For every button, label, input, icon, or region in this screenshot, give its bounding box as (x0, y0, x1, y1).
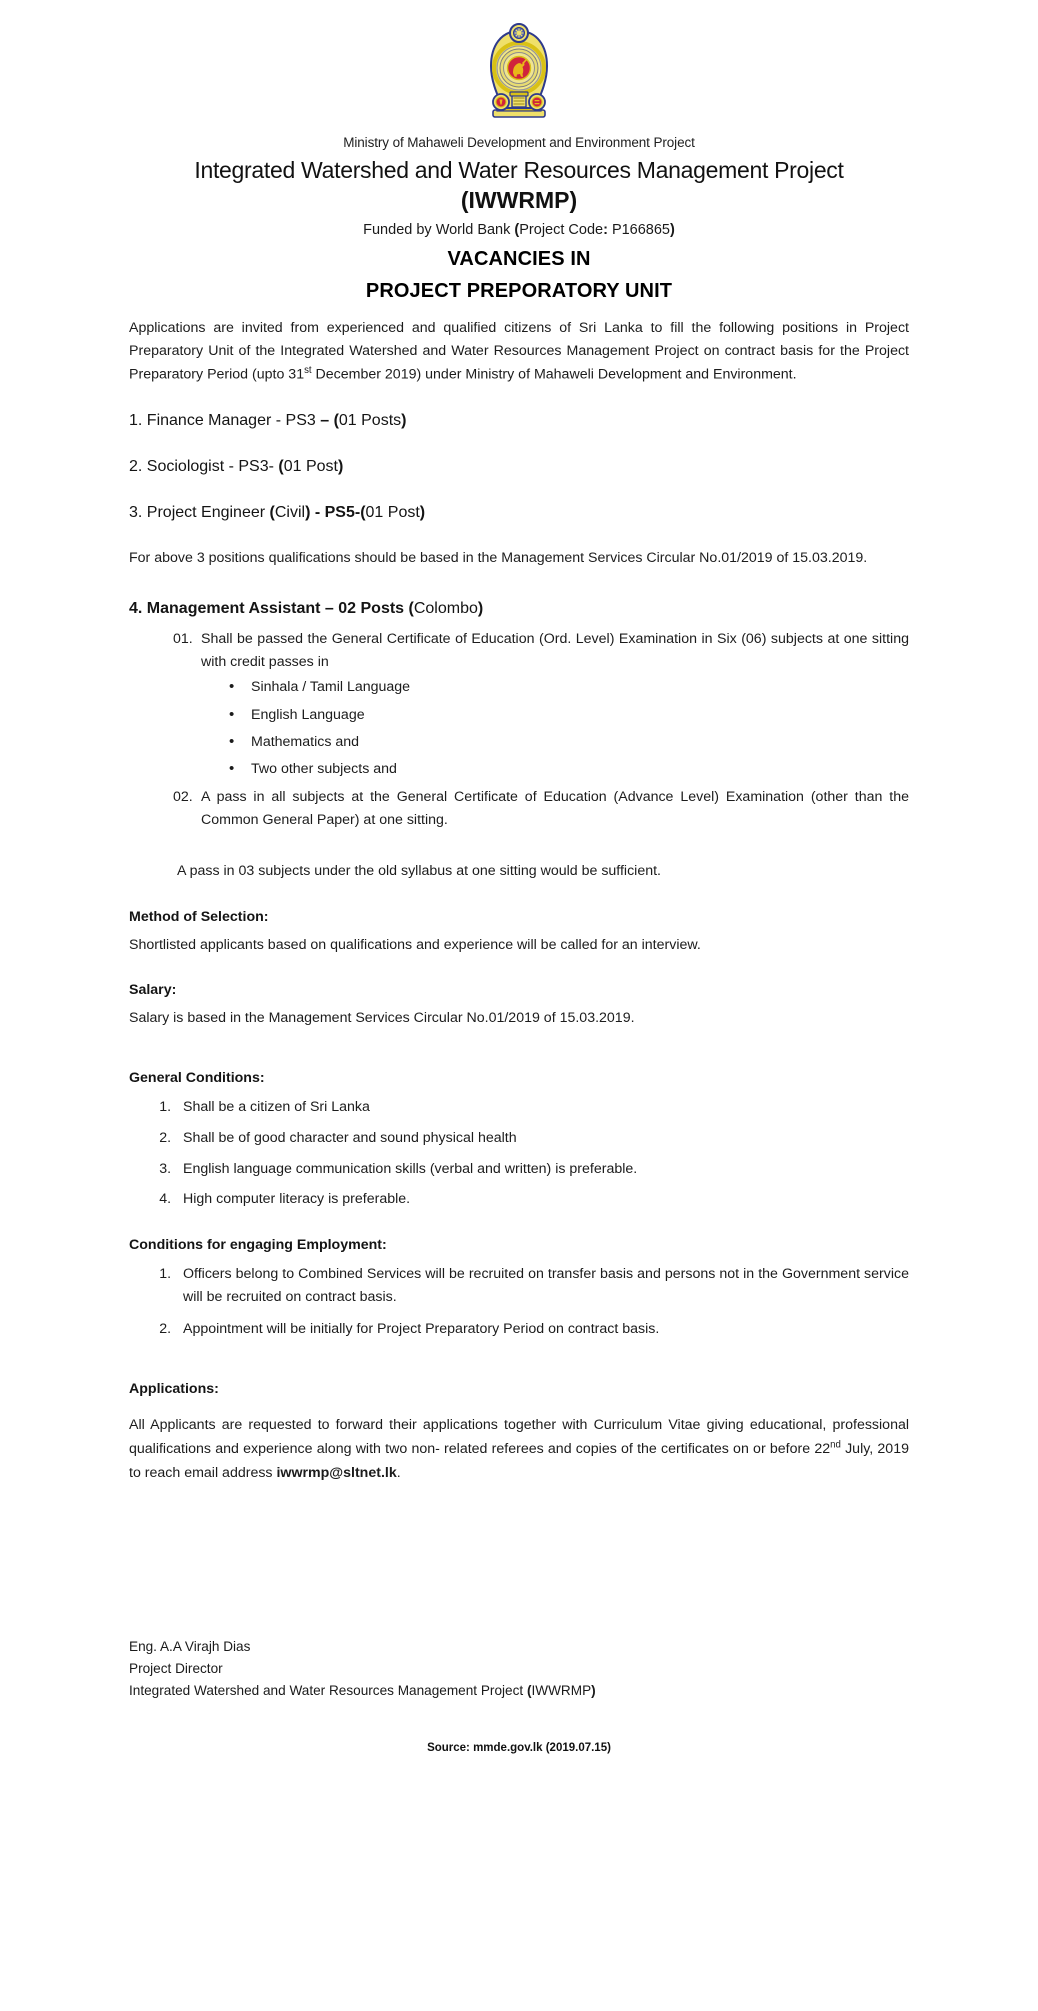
abbr-paren-open: ( (460, 187, 469, 214)
project-code-colon: : (603, 222, 612, 239)
method-of-selection-label: Method of Selection: (129, 908, 269, 925)
salary-label: Salary: (129, 982, 177, 999)
qualification-02-text: A pass in all subjects at the General Certificate of Education (Advance Level) Examination (other than the Common General Paper) at one sitting. (201, 788, 909, 828)
position-3-civil-paren-close: ) (305, 504, 311, 522)
position-2-title: Sociologist - PS3- (142, 458, 279, 476)
funding-line (129, 222, 909, 238)
general-condition-item: 2. Shall be of good character and sound physical health (175, 1127, 909, 1150)
general-condition-item: 1. Shall be a citizen of Sri Lanka (175, 1096, 909, 1119)
position-3-paren-open: ( (360, 504, 366, 522)
qualification-item-01 (129, 628, 909, 674)
project-code-value: P166865 (611, 222, 670, 239)
general-condition-item: 3. English language communication skills (verbal and written) is preferable. (175, 1158, 909, 1181)
position-3-paren-close: ) (419, 504, 426, 522)
ma-heading-location: Colombo (413, 600, 478, 618)
subject-bullet-item: • English Language (229, 704, 909, 726)
vacancies-heading-line2: PROJECT PREPORATORY UNIT (365, 280, 673, 303)
applications-email[interactable]: iwwrmp@sltnet.lk (276, 1465, 397, 1482)
project-title: Integrated Watershed and Water Resources Management Project (194, 157, 844, 183)
applications-period: . (396, 1465, 401, 1482)
position-1-title: Finance Manager - PS3 (142, 412, 321, 430)
funded-by-text: Funded by World Bank (363, 222, 515, 239)
source-footer: Source: mmde.gov.lk (2019.07.15) (427, 1741, 611, 1754)
intro-part1: Applications are invited from experienced and qualified citizens of Sri Lanka to fill the following positions in Project Preparatory Unit of the Integrated Watershed and Water Resources Management Project on contract basis for the Project Preparatory Period (upto 31 (129, 320, 909, 384)
position-1-number: 1. (129, 412, 143, 430)
general-condition-item: 4. High computer literacy is preferable. (175, 1188, 909, 1211)
qualification-item-02 (129, 786, 909, 832)
ministry-line: Ministry of Mahaweli Development and Environment Project (343, 135, 695, 150)
project-abbreviation (129, 187, 909, 214)
applications-ordinal-suffix: nd (830, 1439, 841, 1451)
intro-part2: December 2019) under Ministry of Mahaweli Development and Environment. (311, 367, 797, 384)
applications-part1: All Applicants are requested to forward their applications together with Curriculum Vitae giving educational, professional qualifications and experience along with two non- related referees and copies of the certificates on or before 22 (129, 1417, 909, 1458)
old-syllabus-note: A pass in 03 subjects under the old syllabus at one sitting would be sufficient. (177, 862, 661, 879)
employment-conditions-label: Conditions for engaging Employment: (129, 1236, 387, 1253)
subject-bullet-item: • Mathematics and (229, 731, 909, 753)
signature-block (129, 1636, 909, 1702)
signatory-org-paren-close: ) (591, 1682, 596, 1698)
document-content (129, 0, 909, 1768)
ma-heading-paren-close: ) (477, 600, 484, 618)
subject-bullet-item: • Sinhala / Tamil Language (229, 676, 909, 698)
applications-part2: July, 2019 to reach email address (129, 1441, 909, 1482)
signatory-name: Eng. A.A Virajh Dias (129, 1638, 251, 1654)
project-code-label: Project Code (519, 222, 604, 239)
qualification-01-number: 01. (173, 631, 193, 648)
position-3-civil-paren-open: ( (269, 504, 275, 522)
employment-conditions-list (129, 1263, 909, 1341)
qualification-01-text: Shall be passed the General Certificate of Education (Ord. Level) Examination in Six (06) subjects at one sitting with credit passes in (201, 631, 909, 671)
employment-condition-item: 1. Officers belong to Combined Services will be recruited on transfer basis and persons not in the Government service will be recruited on contract basis. (175, 1263, 909, 1308)
subject-bullet-list (129, 676, 909, 781)
signatory-designation: Project Director (129, 1660, 223, 1676)
position-3-count: 01 Post (365, 504, 420, 522)
position-item-3 (129, 501, 909, 525)
qualifications-list (129, 628, 909, 832)
ma-heading-text: Management Assistant – 02 Posts (142, 600, 409, 618)
position-1-count: 01 Posts (338, 412, 402, 430)
abbr-text: IWWRMP (468, 187, 570, 214)
position-item-1 (129, 409, 909, 433)
subject-bullet-item: • Two other subjects and (229, 758, 909, 780)
position-3-title: Project Engineer (142, 504, 270, 522)
general-conditions-label: General Conditions: (129, 1070, 265, 1087)
emblem-container (129, 22, 909, 125)
method-of-selection-body: Shortlisted applicants based on qualifications and experience will be called for an interview. (129, 936, 701, 953)
position-1-paren-close: ) (401, 412, 407, 430)
qualification-02-number: 02. (173, 788, 193, 805)
signatory-organization (129, 1680, 909, 1702)
position-item-2 (129, 455, 909, 479)
vacancies-heading-line1: VACANCIES IN (447, 248, 591, 271)
position-1-paren-open: ( (333, 412, 339, 430)
salary-body: Salary is based in the Management Services Circular No.01/2019 of 15.03.2019. (129, 1010, 635, 1027)
position-3-number: 3. (129, 504, 143, 522)
intro-ordinal-suffix: st (304, 365, 312, 377)
sri-lanka-national-emblem-icon (488, 22, 550, 120)
positions-list (129, 409, 909, 525)
position-2-paren-open: ( (278, 458, 284, 476)
position-2-paren-close: ) (338, 458, 344, 476)
signatory-org-name: Integrated Watershed and Water Resources Management Project (129, 1682, 527, 1698)
employment-condition-item: 2. Appointment will be initially for Project Preparatory Period on contract basis. (175, 1318, 909, 1341)
position-2-number: 2. (129, 458, 143, 476)
position-1-dash: – (320, 412, 334, 430)
intro-paragraph (129, 317, 909, 387)
funded-paren-open: ( (514, 222, 520, 239)
signatory-org-paren-open: ( (526, 1682, 532, 1698)
abbr-paren-close: ) (569, 187, 578, 214)
ma-heading-paren-open: ( (408, 600, 414, 618)
position-3-grade: - PS5- (310, 504, 361, 522)
signatory-org-abbr: IWWRMP (531, 1682, 592, 1698)
applications-body (129, 1413, 909, 1485)
position-2-count: 01 Post (283, 458, 338, 476)
management-assistant-heading (129, 600, 909, 618)
ma-heading-number: 4. (129, 600, 143, 618)
position-3-civil: Civil (274, 504, 306, 522)
circular-reference-note: For above 3 positions qualifications should be based in the Management Services Circular No.01/2019 of 15.03.2019. (129, 550, 868, 567)
general-conditions-list (129, 1096, 909, 1211)
funded-paren-close: ) (670, 222, 675, 239)
applications-label: Applications: (129, 1381, 219, 1398)
